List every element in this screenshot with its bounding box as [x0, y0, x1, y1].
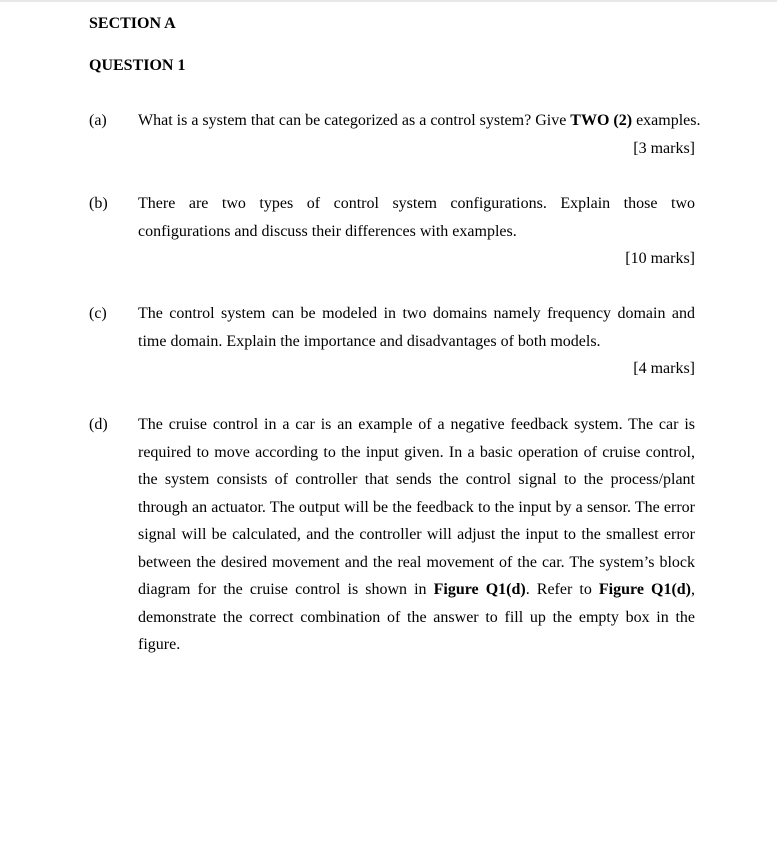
- part-a-text-bold: TWO (2): [570, 112, 633, 129]
- question-part-b: [89, 190, 697, 273]
- part-c-text: The control system can be modeled in two domains namely frequency domain and time domain. Explain the importance and disadvantages of both models.: [138, 305, 695, 350]
- part-a-text: [138, 107, 701, 135]
- part-d-text: [138, 411, 695, 659]
- question-part-d: [89, 411, 697, 659]
- part-a-label: (a): [89, 112, 107, 129]
- part-c-label: (c): [89, 305, 107, 322]
- figure-reference: Figure Q1(d): [433, 581, 526, 598]
- page-top-border: [0, 0, 777, 2]
- question-part-a: [89, 107, 701, 163]
- part-b-label: (b): [89, 195, 108, 212]
- part-d-label: (d): [89, 416, 108, 433]
- question-part-c: [89, 300, 697, 383]
- part-d-text-3: , demonstrate the correct combination of the answer to fill up the empty box in the figure.: [138, 581, 696, 653]
- figure-reference: Figure Q1(d): [598, 581, 692, 598]
- part-d-text-1: The cruise control in a car is an example of a negative feedback system. The car is required to move according to the input given. In a basic operation of cruise control, the system consists of controller that sends the control signal to the process/plant through an actuator. The output will be the feedback to the input by a sensor. The error signal will be calculated, and the controller will adjust the input to the smallest error between the desired movement and the real movement of the car. The system’s block diagram for the cruise control is shown in: [138, 416, 695, 598]
- part-a-marks: [3 marks]: [633, 139, 695, 157]
- part-a-text-2: examples.: [632, 112, 701, 129]
- question-title: QUESTION 1: [89, 57, 186, 74]
- part-d-text-2: . Refer to: [525, 581, 599, 598]
- part-c-marks: [4 marks]: [633, 360, 695, 377]
- part-b-marks: [10 marks]: [625, 250, 695, 267]
- part-b-text: There are two types of control system configurations. Explain those two configurations and discuss their differences with examples.: [138, 195, 695, 240]
- part-a-text-1: What is a system that can be categorized as a control system? Give: [138, 112, 571, 129]
- section-title: SECTION A: [89, 15, 176, 32]
